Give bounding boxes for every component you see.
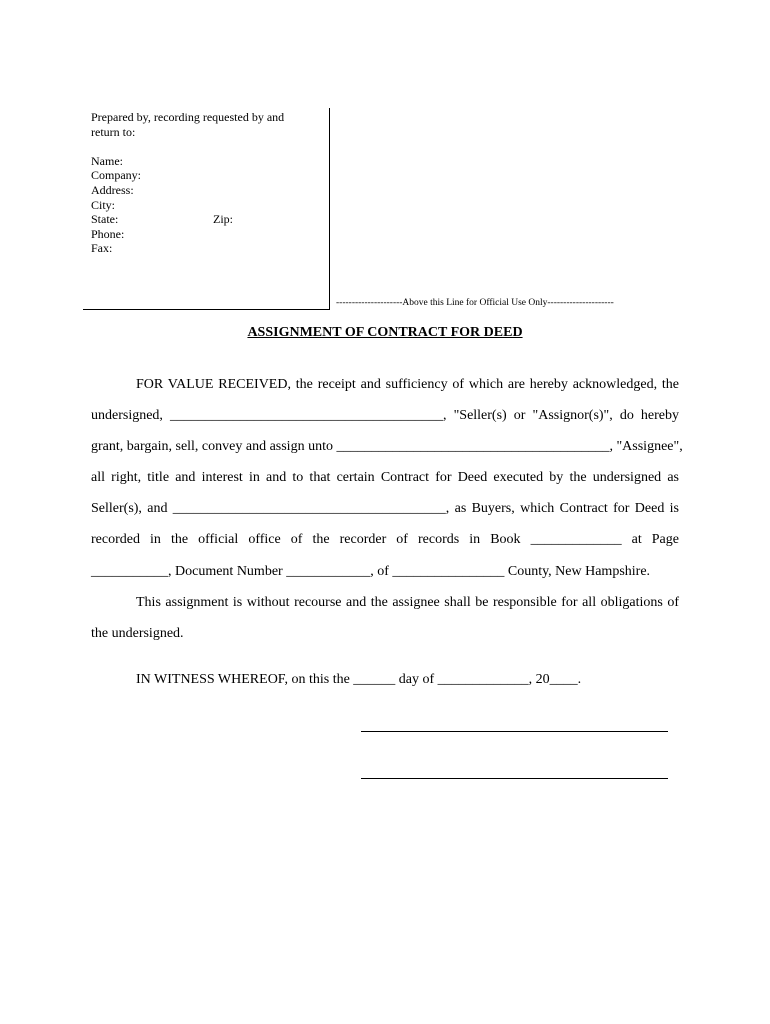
- body-line-6: recorded in the official office of the recorder of records in Book _____________ at Page: [91, 532, 679, 547]
- signature-line-1: [361, 731, 668, 732]
- body-line-5: Seller(s), and _______________________________________, as Buyers, which Contract for Deed is: [91, 501, 679, 516]
- body-line-3: grant, bargain, sell, convey and assign unto _______________________________________, "Assignee",: [91, 439, 683, 454]
- phone-label: Phone:: [91, 226, 125, 241]
- prepared-by-label: Prepared by, recording requested by and: [91, 110, 285, 124]
- state-label: State:: [91, 212, 119, 227]
- return-to-label: return to:: [91, 124, 136, 139]
- body-line-7: ___________, Document Number ____________, of ________________ County, New Hampshire.: [91, 564, 651, 579]
- recording-info-text: [91, 110, 321, 256]
- body-line-1: FOR VALUE RECEIVED, the receipt and sufficiency of which are hereby acknowledged, the: [136, 377, 679, 392]
- body-line-2: undersigned, _______________________________________, "Seller(s) or "Assignor(s)", do hereby: [91, 408, 679, 423]
- name-label: Name:: [91, 153, 123, 168]
- city-label: City:: [91, 197, 116, 212]
- body-line-8: This assignment is without recourse and the assignee shall be responsible for all obligations of: [136, 595, 679, 610]
- company-label: Company:: [91, 168, 141, 183]
- witness-line: IN WITNESS WHEREOF, on this the ______ day of _____________, 20____.: [136, 672, 582, 687]
- fax-label: Fax:: [91, 241, 113, 256]
- signature-line-2: [361, 778, 668, 779]
- recording-info-box: [83, 108, 330, 310]
- zip-label: Zip:: [213, 212, 233, 227]
- body-line-4: all right, title and interest in and to that certain Contract for Deed executed by the undersigned as: [91, 470, 679, 485]
- official-use-line: ---------------------Above this Line for Official Use Only---------------------: [336, 298, 614, 308]
- document-title: ASSIGNMENT OF CONTRACT FOR DEED: [247, 325, 523, 340]
- body-line-9: the undersigned.: [91, 626, 184, 641]
- address-label: Address:: [91, 182, 134, 197]
